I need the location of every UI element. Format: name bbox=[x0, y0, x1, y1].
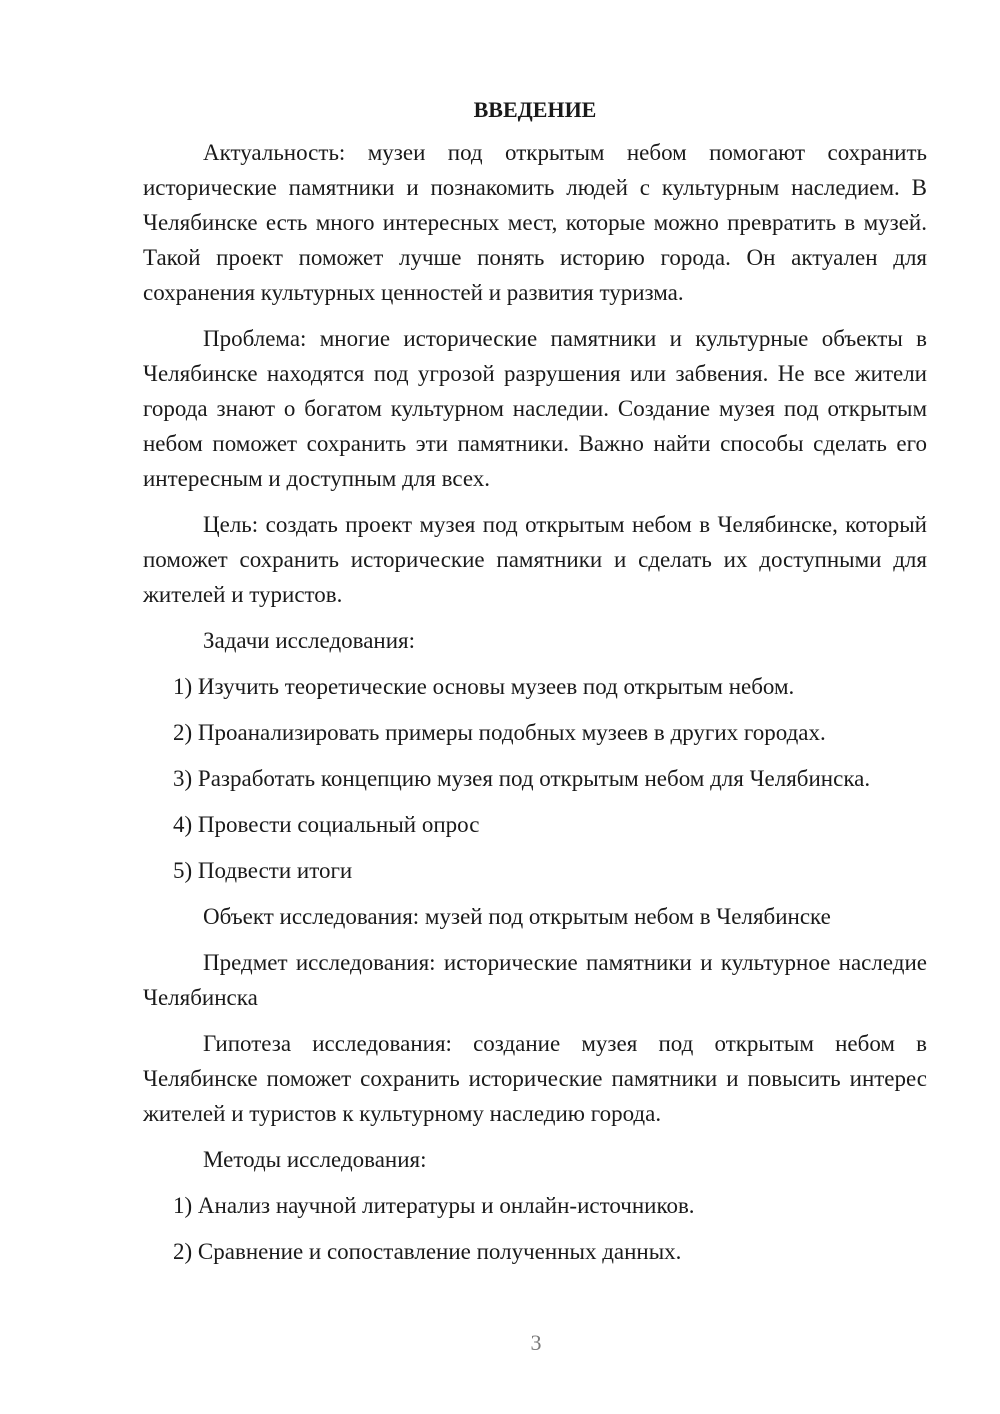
paragraph-methods-heading: Методы исследования: bbox=[203, 1147, 427, 1172]
list-item-task-2: 2) Проанализировать примеры подобных музеев в других городах. bbox=[173, 720, 826, 745]
list-item-method-2: 2) Сравнение и сопоставление полученных данных. bbox=[173, 1239, 682, 1264]
paragraph-object: Объект исследования: музей под открытым небом в Челябинске bbox=[203, 904, 831, 929]
list-item-method-1: 1) Анализ научной литературы и онлайн-источников. bbox=[173, 1193, 695, 1218]
list-item-task-3: 3) Разработать концепцию музея под открытым небом для Челябинска. bbox=[173, 766, 871, 791]
page-content bbox=[143, 92, 927, 1280]
paragraph-subject: Предмет исследования: исторические памятники и культурное наследие Челябинска bbox=[143, 950, 927, 1010]
page-number: 3 bbox=[530, 1330, 542, 1355]
paragraph-hypothesis: Гипотеза исследования: создание музея под открытым небом в Челябинске поможет сохранить исторические памятники и повысить интерес жителей и туристов к культурному наследию города. bbox=[143, 1031, 927, 1126]
paragraph-problem: Проблема: многие исторические памятники и культурные объекты в Челябинске находятся под угрозой разрушения или забвения. Не все жители города знают о богатом культурном наследии. Создание музея под открытым небом поможет сохранить эти памятники. Важно найти способы сделать его интересным и доступным для всех. bbox=[143, 326, 927, 491]
list-item-task-5: 5) Подвести итоги bbox=[173, 858, 353, 883]
section-title: ВВЕДЕНИЕ bbox=[473, 97, 597, 122]
list-item-task-1: 1) Изучить теоретические основы музеев под открытым небом. bbox=[173, 674, 795, 699]
paragraph-tasks-heading: Задачи исследования: bbox=[203, 628, 416, 653]
paragraph-goal: Цель: создать проект музея под открытым небом в Челябинске, который поможет сохранить исторические памятники и сделать их доступными для жителей и туристов. bbox=[143, 512, 927, 607]
paragraph-relevance: Актуальность: музеи под открытым небом помогают сохранить исторические памятники и познакомить людей с культурным наследием. В Челябинске есть много интересных мест, которые можно превратить в музей. Такой проект поможет лучше понять историю города. Он актуален для сохранения культурных ценностей и развития туризма. bbox=[143, 140, 927, 305]
list-item-task-4: 4) Провести социальный опрос bbox=[173, 812, 480, 837]
